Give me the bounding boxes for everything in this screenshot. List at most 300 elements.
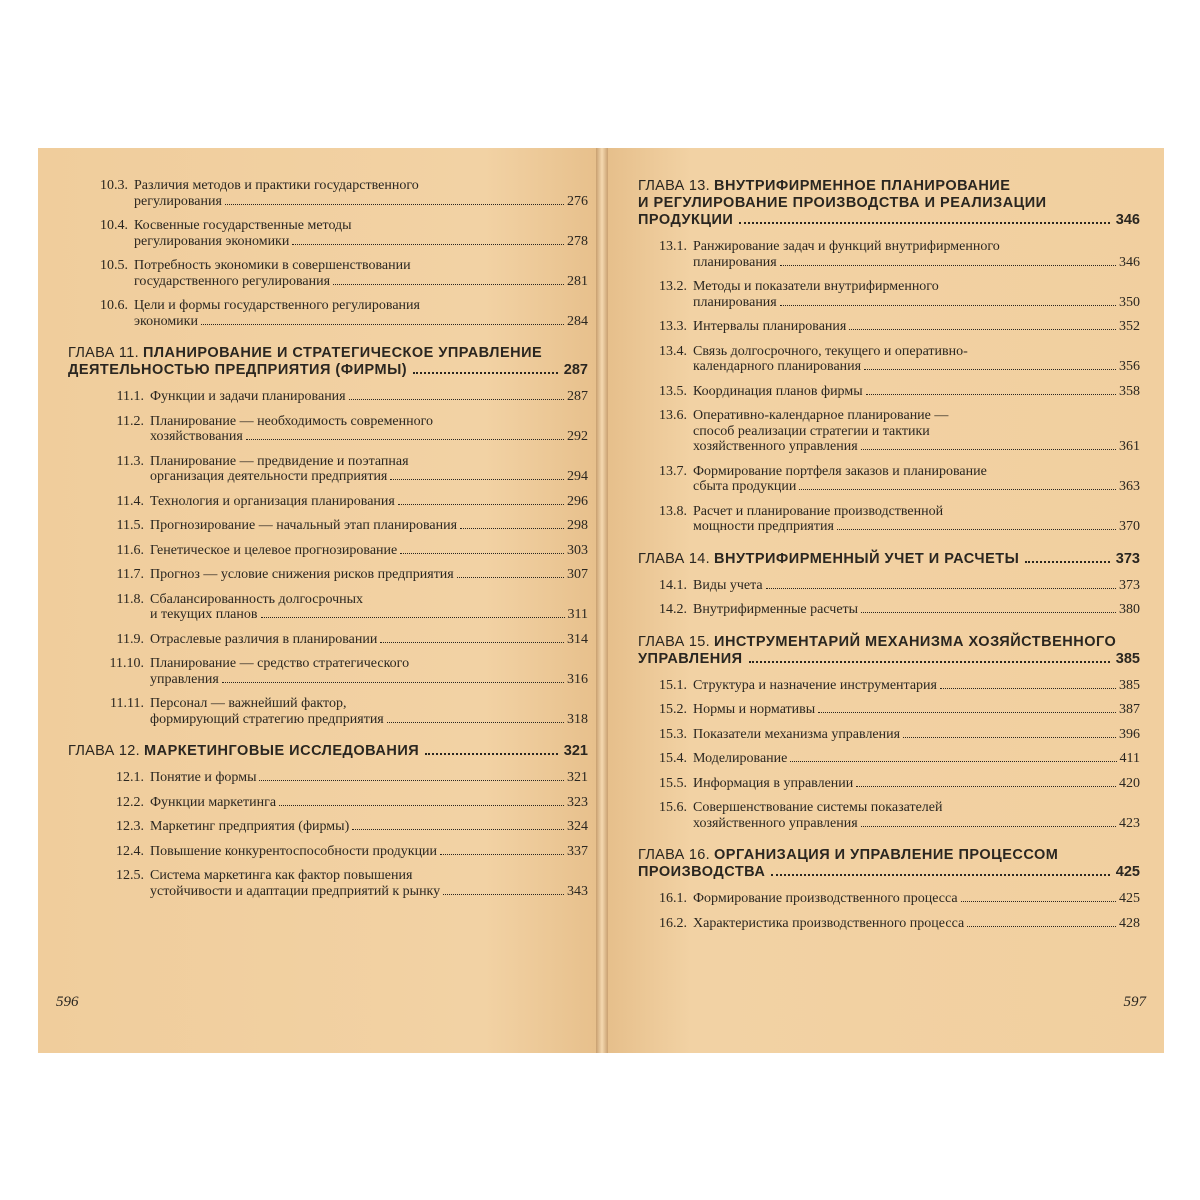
leader-dots [780, 265, 1116, 266]
chapter-number: ГЛАВА 14. [638, 550, 710, 567]
leader-dots [400, 553, 564, 554]
section-title-last-line [693, 776, 1140, 792]
section-title-text: Характеристика производственного процесса [693, 915, 965, 931]
section-page: 411 [1119, 751, 1140, 766]
toc-entry [68, 258, 588, 289]
section-number: 11.8. [116, 591, 144, 607]
section-title-line: Планирование — средство стратегического [150, 656, 410, 671]
section-title [150, 868, 588, 899]
section-page: 380 [1119, 602, 1140, 617]
section-page: 307 [567, 567, 588, 582]
section-title-text: планирования [693, 294, 777, 310]
leader-dots [201, 324, 564, 325]
chapter-16-heading [638, 847, 1140, 881]
toc-entry [638, 891, 1140, 907]
section-title-last-line [150, 819, 588, 835]
section-title-text: календарного планирования [693, 359, 862, 374]
toc-entry [638, 776, 1140, 792]
section-page: 343 [567, 883, 588, 899]
leader-dots [225, 204, 564, 205]
page-number: 596 [56, 994, 79, 1010]
leader-dots [861, 826, 1116, 827]
section-number: 13.5. [659, 383, 687, 399]
leader-dots [398, 504, 564, 505]
section-title [693, 678, 1140, 694]
leader-dots [390, 479, 564, 480]
section-number: 13.7. [659, 463, 687, 479]
toc-entry [68, 795, 588, 811]
section-page: 311 [567, 607, 588, 622]
section-title-text: регулирования [134, 193, 222, 209]
leader-dots [790, 761, 1116, 762]
chapter-title: ИНСТРУМЕНТАРИЙ МЕХАНИЗМА ХОЗЯЙСТВЕННОГО [714, 633, 1117, 650]
chapter-title-cont: ПРОДУКЦИИ [638, 212, 734, 228]
section-title-text: Показатели механизма управления [693, 726, 901, 742]
section-title [134, 258, 588, 289]
leader-dots [440, 854, 564, 855]
section-title [150, 592, 588, 623]
section-title-line: Система маркетинга как фактор повышения [150, 868, 413, 883]
toc-entry [638, 800, 1140, 831]
section-page: 314 [567, 631, 588, 647]
leader-dots [849, 329, 1116, 330]
right-page [608, 148, 1164, 1053]
leader-dots [739, 222, 1109, 224]
section-number: 11.5. [116, 518, 144, 533]
chapter-14-heading [638, 551, 1140, 568]
section-number: 12.3. [116, 819, 144, 834]
section-title-last-line [693, 295, 1140, 311]
section-title-last-line [693, 359, 1140, 375]
leader-dots [246, 439, 564, 440]
leader-dots [940, 688, 1116, 689]
section-title [693, 578, 1140, 594]
section-page: 321 [567, 770, 588, 785]
section-title-last-line [693, 602, 1140, 618]
section-title-last-line [693, 727, 1140, 743]
section-title [693, 239, 1140, 270]
section-title-text: Функции и задачи планирования [150, 389, 346, 404]
toc-list-ch14 [638, 578, 1140, 618]
section-title [150, 819, 588, 835]
toc-entry [638, 702, 1140, 718]
section-number: 15.6. [659, 800, 687, 815]
right-page-content [638, 178, 1140, 940]
section-title [693, 319, 1140, 335]
chapter-title: ПЛАНИРОВАНИЕ И СТРАТЕГИЧЕСКОЕ УПРАВЛЕНИЕ [142, 345, 543, 361]
section-page: 361 [1119, 439, 1140, 454]
chapter-page: 385 [1115, 650, 1140, 667]
chapter-title-cont: И РЕГУЛИРОВАНИЕ ПРОИЗВОДСТВА И РЕАЛИЗАЦИИ [638, 195, 1047, 211]
toc-entry [68, 632, 588, 648]
book-gutter [596, 148, 608, 1053]
section-title [150, 770, 588, 786]
chapter-page: 287 [563, 362, 588, 378]
section-page: 363 [1119, 479, 1140, 494]
section-title-last-line [693, 439, 1140, 455]
section-title-last-line [134, 194, 588, 210]
chapter-title-cont: УПРАВЛЕНИЯ [638, 650, 743, 667]
section-title [693, 602, 1140, 618]
section-number: 11.6. [116, 542, 144, 558]
chapter-title: ОРГАНИЗАЦИЯ И УПРАВЛЕНИЕ ПРОЦЕССОМ [714, 847, 1059, 863]
section-title-line: Методы и показатели внутрифирменного [693, 279, 939, 294]
leader-dots [425, 753, 558, 755]
section-title-text: Отраслевые различия в планировании [150, 631, 378, 647]
chapter-title-cont: ПРОИЗВОДСТВА [638, 864, 766, 880]
section-title [150, 414, 588, 445]
leader-dots [766, 588, 1116, 589]
section-title-line: Формирование портфеля заказов и планирование [693, 463, 987, 479]
toc-entry [68, 656, 588, 687]
section-title-last-line [150, 795, 588, 811]
section-title [693, 408, 1140, 455]
toc-entry [68, 567, 588, 583]
section-title-last-line [693, 519, 1140, 535]
toc-entry [68, 844, 588, 860]
chapter-13-heading [638, 178, 1140, 229]
chapter-number: ГЛАВА 11. [68, 345, 139, 361]
toc-entry [68, 819, 588, 835]
section-title-last-line [150, 770, 588, 786]
toc-list-ch12 [68, 770, 588, 899]
left-page-content [68, 178, 588, 908]
section-title-text: Структура и назначение инструментария [693, 677, 937, 693]
section-page: 425 [1119, 891, 1140, 906]
section-page: 387 [1119, 702, 1140, 717]
toc-entry [68, 518, 588, 534]
toc-list-ch13 [638, 239, 1140, 535]
section-page: 396 [1119, 726, 1140, 742]
section-title-text: Повышение конкурентоспособности продукции [150, 843, 438, 859]
section-title-line: Совершенствование системы показателей [693, 800, 943, 815]
section-title [150, 494, 588, 510]
leader-dots [866, 394, 1116, 395]
chapter-page: 321 [563, 743, 588, 759]
section-title-text: Интервалы планирования [693, 319, 847, 334]
section-title [150, 632, 588, 648]
section-number: 10.4. [100, 218, 128, 233]
section-number: 11.2. [116, 413, 144, 429]
section-page: 423 [1119, 815, 1140, 831]
section-title [134, 218, 588, 249]
section-title [693, 464, 1140, 495]
chapter-title: ВНУТРИФИРМЕННОЕ ПЛАНИРОВАНИЕ [714, 178, 1011, 194]
section-title-last-line [693, 678, 1140, 694]
section-title-last-line [150, 884, 588, 900]
section-number: 10.3. [100, 178, 128, 193]
section-page: 284 [567, 313, 588, 329]
section-title-text: экономики [134, 313, 198, 329]
section-title-last-line [693, 578, 1140, 594]
toc-list-ch11 [68, 389, 588, 727]
toc-entry [638, 408, 1140, 455]
section-title-line: Персонал — важнейший фактор, [150, 696, 347, 711]
section-title [150, 389, 588, 405]
section-page: 420 [1119, 775, 1140, 791]
toc-entry [638, 727, 1140, 743]
section-number: 12.4. [116, 843, 144, 859]
leader-dots [460, 528, 564, 529]
section-page: 316 [567, 671, 588, 687]
leader-dots [903, 737, 1116, 738]
section-number: 12.1. [116, 770, 144, 785]
section-title-text: формирующий стратегию предприятия [150, 711, 384, 727]
leader-dots [457, 577, 564, 578]
chapter-page: 346 [1115, 212, 1140, 228]
section-title-text: Генетическое и целевое прогнозирование [150, 542, 398, 558]
toc-entry [638, 279, 1140, 310]
section-page: 346 [1119, 254, 1140, 270]
leader-dots [749, 661, 1110, 663]
section-number: 10.5. [100, 258, 128, 273]
section-title-text: Моделирование [693, 751, 788, 766]
section-number: 11.4. [116, 493, 144, 509]
section-title [150, 795, 588, 811]
section-title-line: Сбалансированность долгосрочных [150, 591, 364, 607]
leader-dots [818, 712, 1116, 713]
section-page: 296 [567, 493, 588, 509]
section-number: 10.6. [100, 298, 128, 313]
chapter-number: ГЛАВА 12. [68, 743, 140, 759]
section-number: 11.3. [116, 453, 144, 469]
leader-dots [799, 489, 1116, 490]
section-title [693, 504, 1140, 535]
leader-dots [259, 780, 564, 781]
section-title [693, 727, 1140, 743]
toc-entry [638, 916, 1140, 932]
section-page: 318 [567, 711, 588, 727]
toc-list-ch16 [638, 891, 1140, 931]
section-title [150, 567, 588, 583]
section-number: 11.10. [109, 656, 144, 671]
section-title-line: Косвенные государственные методы [134, 218, 352, 233]
section-page: 428 [1119, 915, 1140, 931]
chapter-number: ГЛАВА 13. [638, 178, 710, 194]
section-title [693, 344, 1140, 375]
toc-entry [68, 868, 588, 899]
section-title-text: Функции маркетинга [150, 794, 277, 810]
section-title-text: Прогноз — условие снижения рисков предприятия [150, 567, 454, 582]
section-number: 14.1. [659, 577, 687, 593]
section-page: 356 [1119, 359, 1140, 374]
section-title-last-line [134, 314, 588, 330]
leader-dots [864, 369, 1116, 370]
section-title-text: хозяйственного управления [693, 439, 858, 454]
section-title-line: Потребность экономики в совершенствовании [134, 258, 411, 273]
section-title-last-line [693, 891, 1140, 907]
section-number: 13.2. [659, 279, 687, 294]
toc-entry [638, 384, 1140, 400]
section-title-text: государственного регулирования [134, 273, 331, 289]
section-title-text: Нормы и нормативы [693, 702, 816, 717]
section-title-text: Виды учета [693, 577, 763, 593]
section-number: 13.6. [659, 408, 687, 423]
section-page: 298 [567, 518, 588, 533]
leader-dots [961, 901, 1116, 902]
section-title-text: мощности предприятия [693, 519, 834, 534]
section-number: 12.2. [116, 794, 144, 810]
section-page: 278 [567, 233, 588, 249]
toc-entry [68, 494, 588, 510]
toc-entry [638, 344, 1140, 375]
toc-list-ch10 [68, 178, 588, 329]
leader-dots [856, 786, 1116, 787]
section-title [134, 298, 588, 329]
section-page: 303 [567, 542, 588, 558]
section-title-text: управления [150, 671, 219, 687]
section-title-text: Прогнозирование — начальный этап планирования [150, 518, 458, 533]
section-title-text: Информация в управлении [693, 775, 854, 791]
toc-list-ch15 [638, 678, 1140, 832]
section-title-line: Планирование — необходимость современного [150, 413, 434, 429]
section-title-line: способ реализации стратегии и тактики [693, 423, 930, 439]
section-title-last-line [134, 274, 588, 290]
section-title [693, 891, 1140, 907]
section-title-last-line [150, 844, 588, 860]
section-title-line: Оперативно-календарное планирование — [693, 408, 949, 423]
chapter-number: ГЛАВА 15. [638, 633, 710, 650]
section-title-text: Технология и организация планирования [150, 493, 395, 509]
section-title-text: хозяйствования [150, 429, 243, 444]
section-title-last-line [693, 751, 1140, 767]
section-title-text: Координация планов фирмы [693, 383, 863, 399]
toc-entry [638, 319, 1140, 335]
section-title-line: Различия методов и практики государственного [134, 178, 419, 193]
section-number: 11.9. [116, 631, 144, 647]
left-page [38, 148, 596, 1053]
section-title-text: Понятие и формы [150, 770, 257, 785]
section-page: 350 [1119, 294, 1140, 310]
section-number: 14.2. [659, 602, 687, 617]
section-page: 337 [567, 843, 588, 859]
chapter-11-heading [68, 345, 588, 379]
section-page: 294 [567, 469, 588, 484]
section-number: 13.3. [659, 319, 687, 334]
toc-entry [638, 504, 1140, 535]
section-title [150, 696, 588, 727]
section-number: 15.2. [659, 702, 687, 717]
section-number: 16.2. [659, 915, 687, 931]
chapter-title: ВНУТРИФИРМЕННЫЙ УЧЕТ И РАСЧЕТЫ [714, 550, 1020, 567]
section-title-last-line [150, 518, 588, 534]
section-title-last-line [693, 916, 1140, 932]
section-title-line: Ранжирование задач и функций внутрифирменного [693, 239, 1000, 254]
section-title-last-line [693, 479, 1140, 495]
section-page: 370 [1119, 519, 1140, 534]
leader-dots [261, 617, 565, 618]
section-title-text: Маркетинг предприятия (фирмы) [150, 819, 350, 834]
leader-dots [780, 305, 1116, 306]
chapter-number: ГЛАВА 16. [638, 847, 710, 863]
chapter-15-heading [638, 634, 1140, 668]
section-title-text: планирования [693, 254, 777, 270]
toc-entry [68, 770, 588, 786]
section-title [693, 800, 1140, 831]
toc-entry [68, 298, 588, 329]
chapter-title-cont: ДЕЯТЕЛЬНОСТЬЮ ПРЕДПРИЯТИЯ (ФИРМЫ) [68, 362, 408, 378]
section-number: 15.3. [659, 726, 687, 742]
section-title-last-line [150, 712, 588, 728]
section-title-text: устойчивости и адаптации предприятий к рынку [150, 883, 441, 899]
section-title-last-line [150, 567, 588, 583]
section-title-line: Цели и формы государственного регулирования [134, 298, 420, 313]
section-title-last-line [693, 384, 1140, 400]
leader-dots [443, 894, 564, 895]
chapter-title: МАРКЕТИНГОВЫЕ ИССЛЕДОВАНИЯ [144, 743, 420, 759]
section-title-last-line [150, 543, 588, 559]
section-title [150, 844, 588, 860]
section-title-last-line [150, 607, 588, 623]
leader-dots [861, 449, 1116, 450]
section-title [693, 776, 1140, 792]
leader-dots [413, 372, 558, 374]
leader-dots [352, 829, 564, 830]
leader-dots [333, 284, 564, 285]
section-number: 11.1. [116, 389, 144, 404]
section-number: 15.1. [659, 677, 687, 693]
section-title-text: регулирования экономики [134, 233, 290, 249]
section-title [150, 518, 588, 534]
section-page: 323 [567, 794, 588, 810]
section-title-last-line [150, 469, 588, 485]
toc-entry [68, 543, 588, 559]
section-title-line: Связь долгосрочного, текущего и оперативно- [693, 343, 968, 359]
toc-entry [68, 178, 588, 209]
section-title [693, 384, 1140, 400]
section-number: 11.7. [116, 567, 144, 582]
page-number: 597 [1123, 994, 1146, 1010]
chapter-page: 373 [1115, 550, 1140, 567]
section-title-last-line [150, 632, 588, 648]
section-title-last-line [150, 672, 588, 688]
section-page: 352 [1119, 319, 1140, 334]
section-title-last-line [693, 319, 1140, 335]
section-page: 385 [1119, 677, 1140, 693]
section-title-last-line [150, 494, 588, 510]
section-title-text: сбыта продукции [693, 479, 797, 494]
toc-entry [68, 389, 588, 405]
section-number: 13.4. [659, 343, 687, 359]
section-number: 12.5. [116, 868, 144, 883]
section-title-last-line [693, 702, 1140, 718]
toc-entry [68, 218, 588, 249]
leader-dots [1025, 561, 1110, 563]
toc-entry [638, 678, 1140, 694]
section-page: 292 [567, 429, 588, 444]
leader-dots [387, 722, 564, 723]
section-title [693, 916, 1140, 932]
section-page: 373 [1119, 577, 1140, 593]
section-number: 13.8. [659, 503, 687, 519]
leader-dots [771, 874, 1109, 876]
section-page: 358 [1119, 383, 1140, 399]
section-page: 287 [567, 389, 588, 404]
section-title-line: Расчет и планирование производственной [693, 503, 944, 519]
section-page: 276 [567, 193, 588, 209]
chapter-12-heading [68, 743, 588, 760]
section-title-text: Внутрифирменные расчеты [693, 602, 859, 617]
section-title-last-line [693, 255, 1140, 271]
section-title [150, 543, 588, 559]
section-title [150, 656, 588, 687]
leader-dots [837, 529, 1116, 530]
section-number: 11.11. [110, 696, 144, 711]
section-title [134, 178, 588, 209]
section-title-last-line [134, 234, 588, 250]
section-number: 13.1. [659, 239, 687, 254]
leader-dots [222, 682, 564, 683]
